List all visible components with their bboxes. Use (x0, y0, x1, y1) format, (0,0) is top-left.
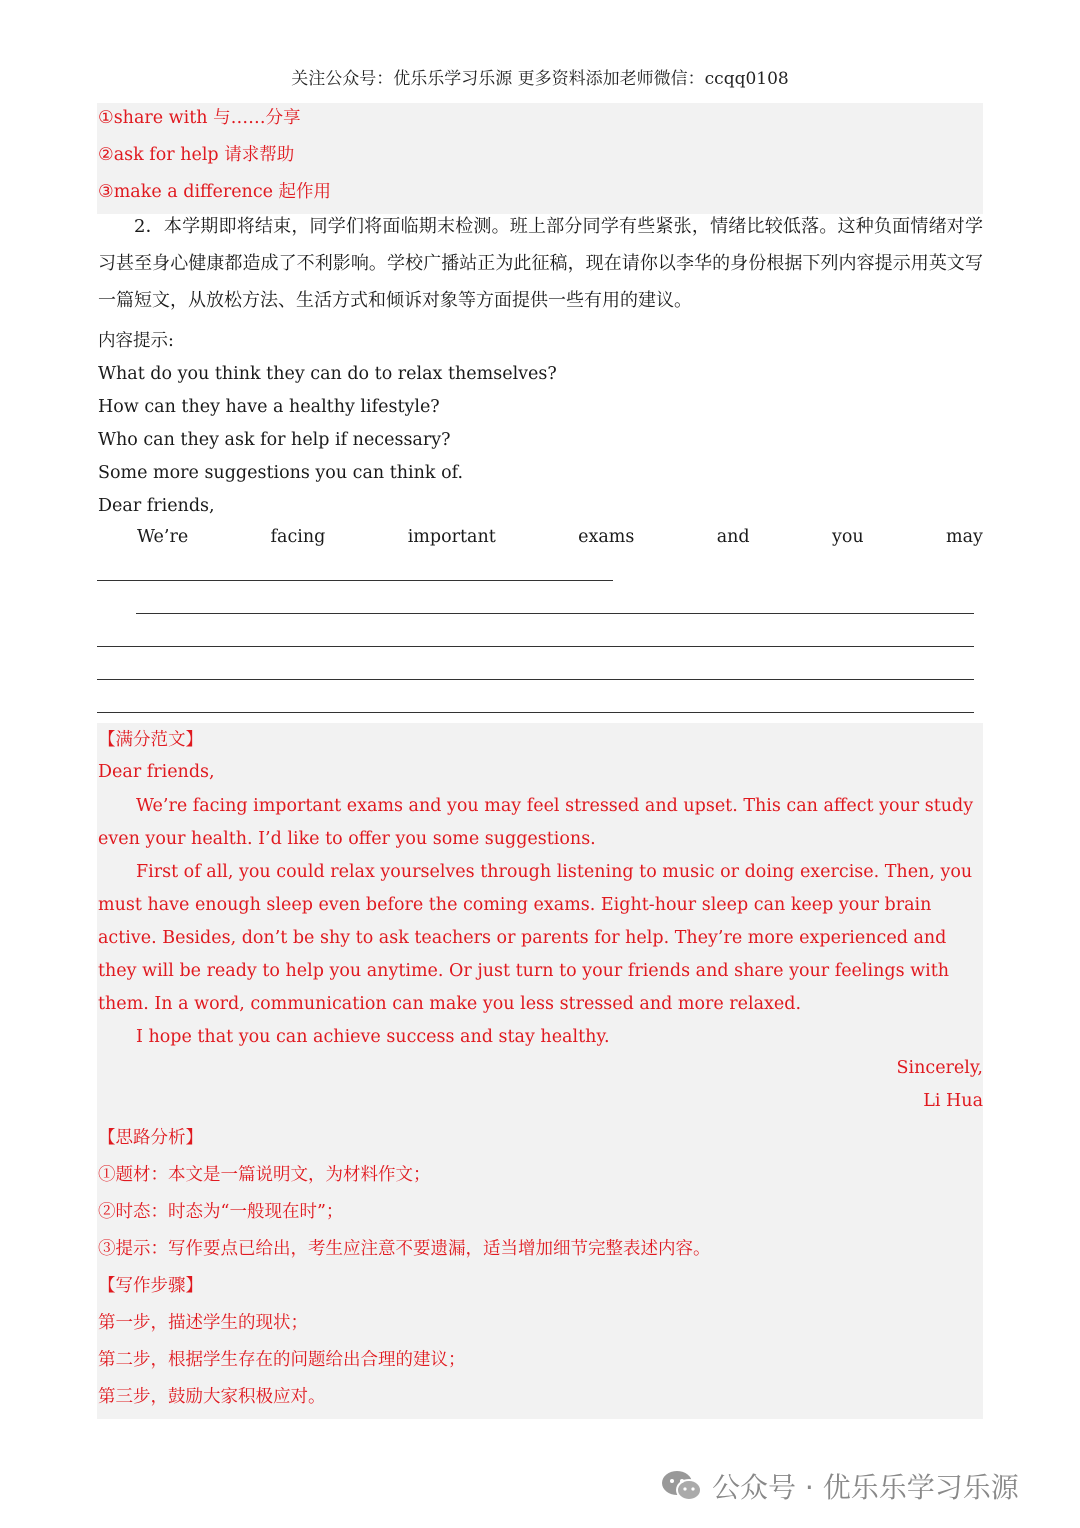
page-header: 关注公众号：优乐乐学习乐源 更多资料添加老师微信：ccqq0108 (291, 69, 789, 89)
start-words (137, 527, 983, 547)
start-word: and (716, 527, 750, 547)
steps-item: 第二步，根据学生存在的问题给出合理的建议； (98, 1350, 466, 1370)
analysis-item: ②时态：时态为“一般现在时”； (98, 1202, 344, 1222)
analysis-item: ③提示：写作要点已给出，考生应注意不要遗漏，适当增加细节完整表述内容。 (98, 1239, 711, 1259)
footer-text: 公众号 · 优乐乐学习乐源 (712, 1471, 1019, 1504)
writing-line (97, 712, 974, 713)
start-word: facing (270, 527, 326, 547)
writing-line (136, 613, 974, 614)
start-word: important (407, 527, 496, 547)
writing-line (97, 580, 613, 581)
wechat-icon (660, 1469, 704, 1503)
start-word: We’re (137, 527, 189, 547)
footer-watermark (660, 1466, 1019, 1506)
sample-paragraph: We’re facing important exams and you may feel stressed and upset. This can affect your study even your health. I’d like to offer you some suggestions. (98, 796, 974, 849)
steps-item: 第三步，鼓励大家积极应对。 (98, 1387, 326, 1407)
steps-item: 第一步，描述学生的现状； (98, 1313, 308, 1333)
sample-paragraph: I hope that you can achieve success and stay healthy. (136, 1027, 610, 1047)
sample-greeting: Dear friends, (98, 762, 215, 782)
greeting: Dear friends, (98, 496, 215, 516)
writing-line (97, 679, 974, 680)
analysis-item: ①题材：本文是一篇说明文，为材料作文； (98, 1165, 431, 1185)
sample-paragraph: First of all, you could relax yourselves through listening to music or doing exercise. Then, you must have enough sleep even before the coming exams. Eight-hour sleep can keep your brain active. Besides, don’t be shy to ask teachers or parents for help. They’re more experienced and they will be ready to help you anytime. Or just turn to your friends and share your feelings with them. In a word, communication can make you less stressed and more relaxed. (98, 862, 973, 1014)
hint-1: What do you think they can do to relax themselves? (98, 364, 557, 384)
steps-title: 【写作步骤】 (98, 1276, 203, 1296)
hint-label: 内容提示: (98, 331, 174, 351)
start-word: exams (578, 527, 635, 547)
hint-3: Who can they ask for help if necessary? (98, 430, 451, 450)
hint-2: How can they have a healthy lifestyle? (98, 397, 440, 417)
start-word: you (831, 527, 864, 547)
question-text: 2．本学期即将结束，同学们将面临期末检测。班上部分同学有些紧张，情绪比较低落。这种负面情绪对学习甚至身心健康都造成了不利影响。学校广播站正为此征稿，现在请你以李华的身份根据下列内容提示用英文写一篇短文，从放松方法、生活方式和倾诉对象等方面提供一些有用的建议。 (98, 216, 983, 311)
sample-closing: Sincerely, (896, 1058, 983, 1078)
sample-body (98, 790, 978, 1054)
analysis-title: 【思路分析】 (98, 1128, 203, 1148)
start-word: may (946, 527, 983, 547)
hint-4: Some more suggestions you can think of. (98, 463, 464, 483)
phrase-2: ②ask for help 请求帮助 (98, 145, 295, 165)
phrase-3: ③make a difference 起作用 (98, 182, 332, 202)
sample-signature: Li Hua (923, 1091, 983, 1111)
phrase-1: ①share with 与……分享 (98, 108, 301, 128)
sample-title: 【满分范文】 (98, 730, 203, 750)
writing-line (97, 646, 974, 647)
